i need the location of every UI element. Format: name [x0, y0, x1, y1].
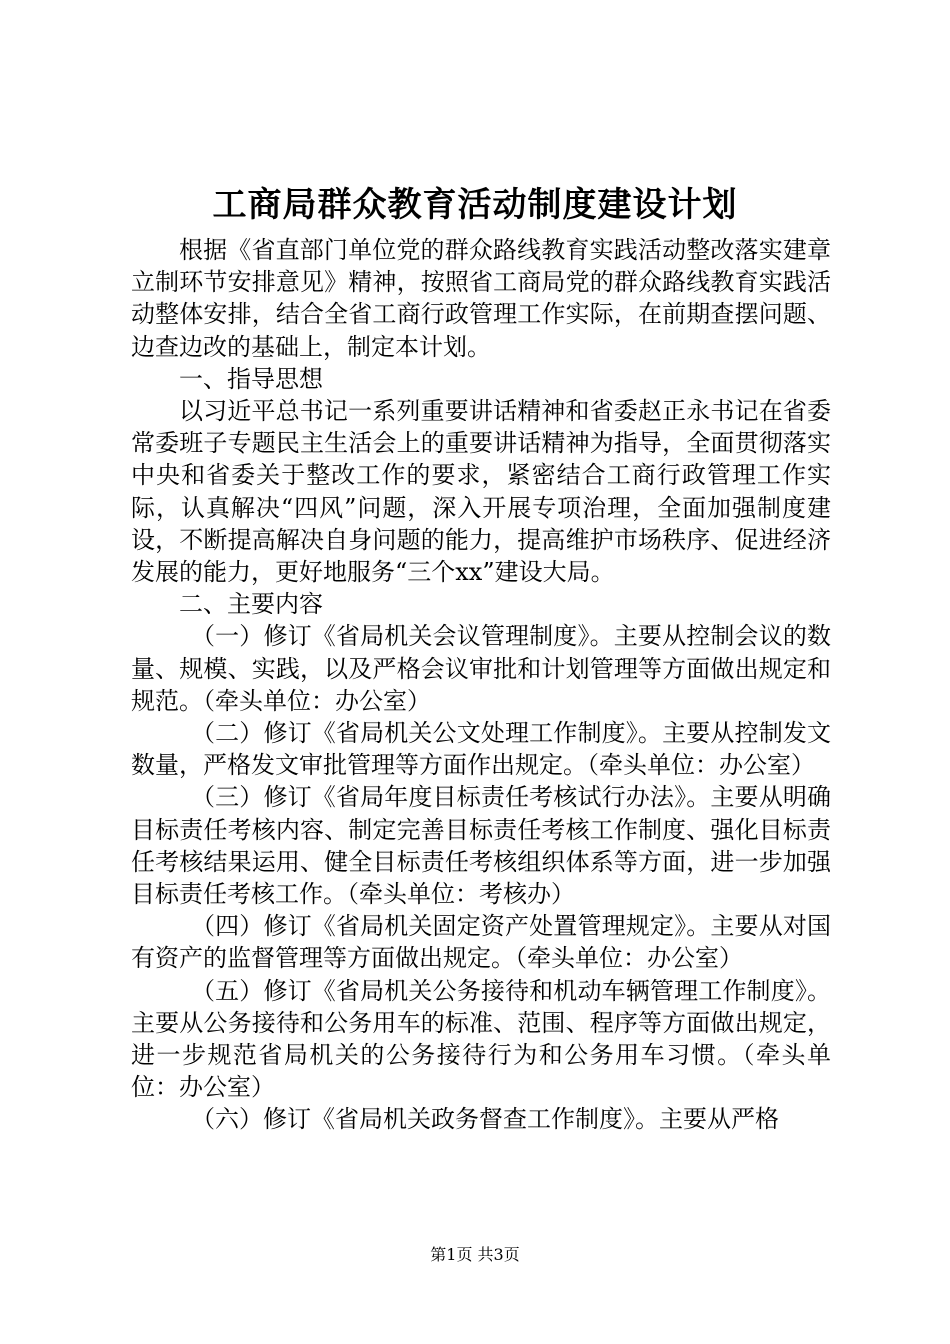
content-item: （二）修订《省局机关公文处理工作制度》。主要从控制发文数量，严格发文审批管理等方面作出规定。（牵头单位：办公室） — [131, 719, 831, 780]
section-heading-main-content: 二、主要内容 — [179, 590, 323, 619]
content-item: （四）修订《省局机关固定资产处置管理规定》。主要从对国有资产的监督管理等方面做出规定。（牵头单位：办公室） — [131, 912, 831, 973]
intro-paragraph: 根据《省直部门单位党的群众路线教育实践活动整改落实建章立制环节安排意见》精神，按照省工商局党的群众路线教育实践活动整体安排，结合全省工商行政管理工作实际，在前期查摆问题、边查边改的基础上，制定本计划。 — [131, 236, 831, 361]
content-item: （三）修订《省局年度目标责任考核试行办法》。主要从明确目标责任考核内容、制定完善目标责任考核工作制度、强化目标责任考核结果运用、健全目标责任考核组织体系等方面，进一步加强目标责任考核工作。（牵头单位：考核办） — [131, 783, 831, 909]
guiding-ideology-paragraph: 以习近平总书记一系列重要讲话精神和省委赵正永书记在省委常委班子专题民主生活会上的重要讲话精神为指导，全面贯彻落实中央和省委关于整改工作的要求，紧密结合工商行政管理工作实际，认真解决“四风”问题，深入开展专项治理，全面加强制度建设，不断提高解决自身问题的能力，提高维护市场秩序、促进经济发展的能力，更好地服务“三个xx”建设大局。 — [131, 397, 831, 587]
document-title: 工商局群众教育活动制度建设计划 — [212, 185, 738, 225]
content-item: （五）修订《省局机关公务接待和机动车辆管理工作制度》。主要从公务接待和公务用车的标准、范围、程序等方面做出规定，进一步规范省局机关的公务接待行为和公务用车习惯。（牵头单位：办公室） — [131, 976, 831, 1102]
content-item: （一）修订《省局机关会议管理制度》。主要从控制会议的数量、规模、实践，以及严格会议审批和计划管理等方面做出规定和规范。（牵头单位：办公室） — [131, 622, 831, 715]
section-heading-guiding-ideology: 一、指导思想 — [179, 364, 323, 393]
page-footer: 第1页 共3页 — [430, 1245, 520, 1264]
content-item: （六）修订《省局机关政务督查工作制度》。主要从严格 — [191, 1105, 779, 1134]
document-body — [131, 234, 831, 1136]
